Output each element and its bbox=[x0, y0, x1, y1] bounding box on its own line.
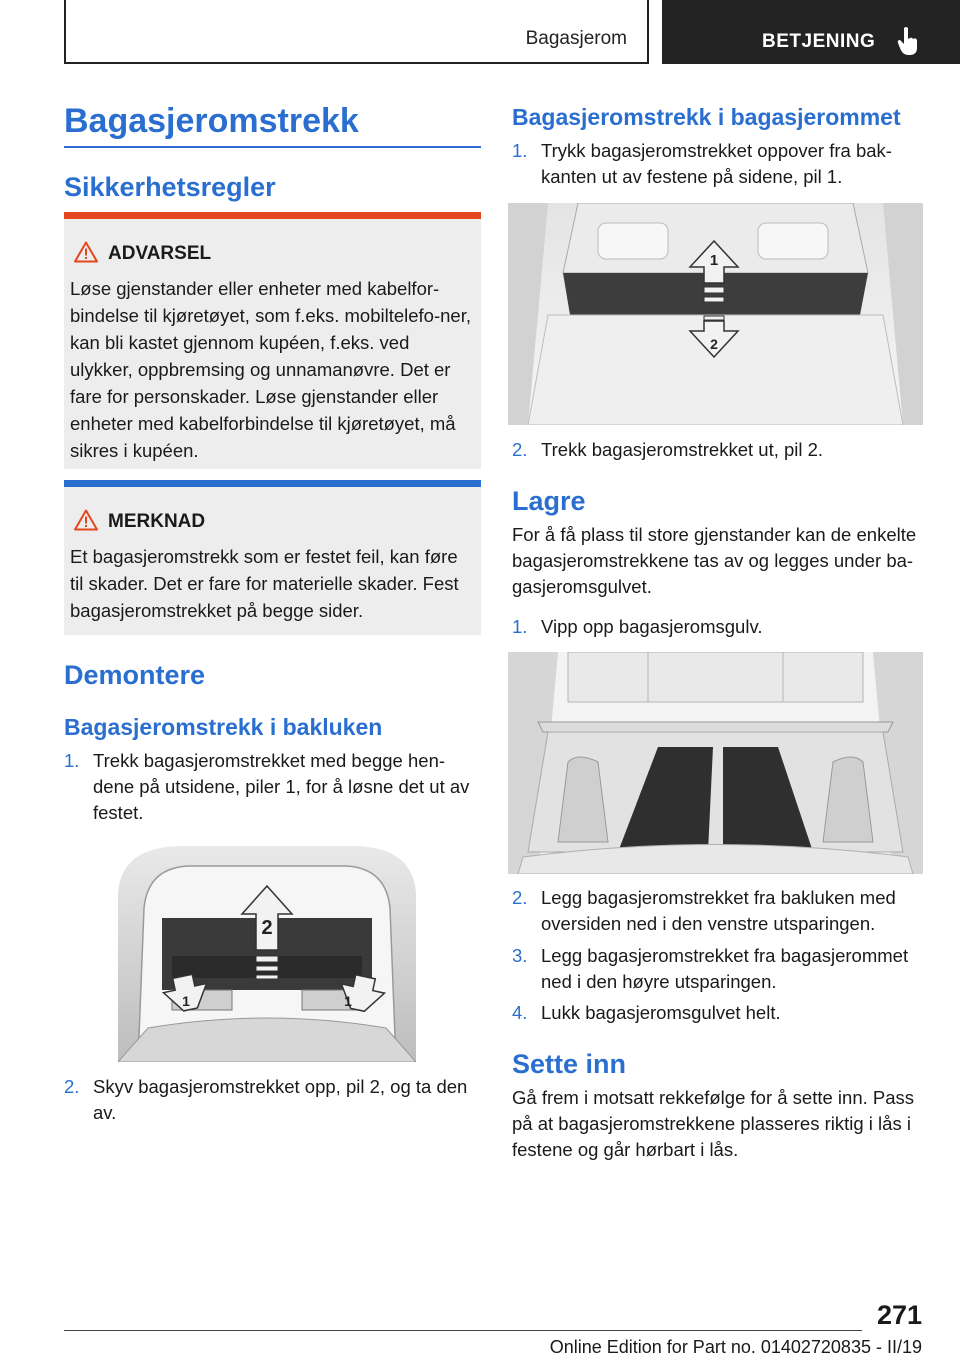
step-text: Lukk bagasjeromsgulvet helt. bbox=[541, 1002, 781, 1023]
footer-divider bbox=[64, 1330, 862, 1331]
section-heading-store: Lagre bbox=[512, 486, 586, 516]
step-text: Trekk bagasjeromstrekket ut, pil 2. bbox=[541, 439, 824, 460]
step-text: Skyv bagasjeromstrekket opp, pil 2, og ta den av. bbox=[93, 1076, 468, 1123]
step-text: Trykk bagasjeromstrekket oppover fra bak-kanten ut av festene på sidene, pil 1. bbox=[541, 140, 892, 187]
trunk-cover-figure bbox=[508, 203, 923, 425]
subheading-tailgate: Bagasjeromstrekk i bakluken bbox=[64, 714, 383, 740]
page-title: Bagasjeromstrekk bbox=[64, 102, 359, 140]
notice-label: MERKNAD bbox=[108, 511, 206, 532]
warning-triangle-icon bbox=[74, 509, 98, 531]
notice-box bbox=[64, 480, 481, 635]
figure-label-arrow-2: 2 bbox=[710, 336, 718, 352]
header-chapter-title: BETJENING bbox=[762, 31, 876, 52]
step-number: 1. bbox=[512, 140, 528, 161]
header-section-tab bbox=[64, 0, 649, 64]
step-text: Legg bagasjeromstrekket fra bakluken med oversiden ned i den venstre utsparingen. bbox=[541, 887, 896, 934]
step-number: 3. bbox=[512, 945, 528, 966]
header-section-title: Bagasjerom bbox=[525, 28, 627, 49]
warning-label: ADVARSEL bbox=[108, 243, 212, 264]
step-number: 4. bbox=[512, 1002, 528, 1023]
step-number: 1. bbox=[64, 750, 80, 771]
step-number: 2. bbox=[512, 887, 528, 908]
page-number: 271 bbox=[876, 1300, 922, 1330]
step-text: Legg bagasjeromstrekket fra bagasjerommet ned i den høyre utsparingen. bbox=[541, 945, 909, 992]
install-text: Gå frem i motsatt rekkefølge for å sette inn. Pass på at bagasjeromstrekkene plasseres riktig i lås i festene og går hørbart i lås. bbox=[512, 1087, 915, 1160]
footer-edition: Online Edition for Part no. 01402720835 - II/19 bbox=[549, 1337, 922, 1357]
header-chapter-tab bbox=[662, 0, 960, 64]
figure-label-arrow-1-left: 1 bbox=[182, 993, 190, 1009]
title-divider bbox=[64, 146, 481, 148]
subheading-trunk: Bagasjeromstrekk i bagasjerommet bbox=[512, 104, 901, 130]
figure-label-arrow-1: 1 bbox=[709, 252, 719, 269]
step-text: Trekk bagasjeromstrekket med begge hen-dene på utsidene, piler 1, for å løsne det ut av festet. bbox=[93, 750, 470, 823]
section-heading-install: Sette inn bbox=[512, 1049, 627, 1079]
step-number: 1. bbox=[512, 616, 528, 637]
warning-triangle-icon bbox=[74, 241, 98, 263]
warning-text: Løse gjenstander eller enheter med kabelfor-bindelse til kjøretøyet, som f.eks. mobiltelefo-ner, kan bli kastet gjennom kupéen, f.eks. ved ulykker, oppbremsing og unnamanøvre. Det er fare for personskader. Løse gjenstander eller enheter med kabelforbindelse til kjøretøyet, må sikres i kupéen. bbox=[70, 278, 471, 461]
step-number: 2. bbox=[512, 439, 528, 460]
hand-pointer-icon bbox=[896, 26, 920, 56]
store-intro: For å få plass til store gjenstander kan de enkelte bagasjeromstrekkene tas av og legges under ba-gasjeromsgulvet. bbox=[512, 524, 917, 597]
tailgate-cover-figure bbox=[118, 838, 416, 1062]
section-heading-remove: Demontere bbox=[64, 660, 206, 690]
section-heading-safety: Sikkerhetsregler bbox=[64, 172, 276, 202]
step-number: 2. bbox=[64, 1076, 80, 1097]
figure-label-arrow-1-right: 1 bbox=[344, 993, 352, 1009]
figure-label-arrow-2: 2 bbox=[261, 917, 273, 939]
floor-storage-figure bbox=[508, 652, 923, 874]
notice-text: Et bagasjeromstrekk som er festet feil, kan føre til skader. Det er fare for materielle skader. Fest bagasjeromstrekket på begge sider. bbox=[70, 546, 459, 621]
step-text: Vipp opp bagasjeromsgulv. bbox=[541, 616, 763, 637]
warning-box bbox=[64, 212, 481, 469]
